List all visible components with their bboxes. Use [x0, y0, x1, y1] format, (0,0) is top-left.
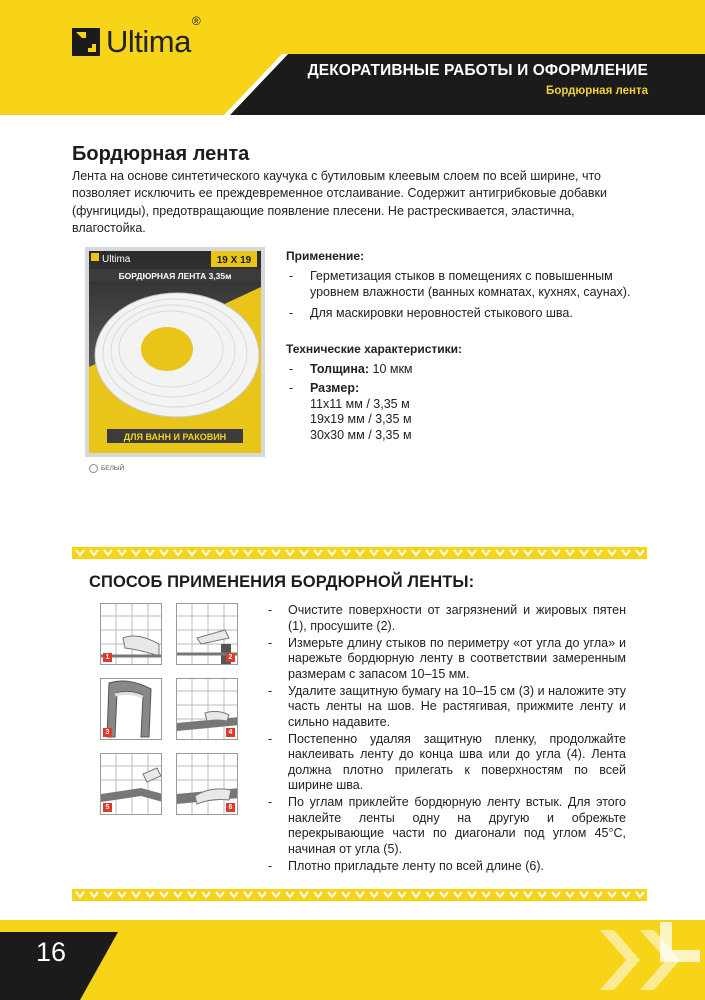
chevron-mark [384, 892, 392, 897]
chevron-mark [90, 550, 98, 555]
logo-wordmark: Ultima® [106, 14, 201, 59]
chevron-mark [216, 892, 224, 897]
chevron-mark [300, 892, 308, 897]
chevron-mark [370, 892, 378, 897]
step-number: 3 [103, 728, 112, 737]
chevron-mark [524, 892, 532, 897]
chevron-mark [244, 892, 252, 897]
step-2-image [176, 603, 238, 665]
chevron-mark [636, 550, 644, 555]
chevron-mark [328, 550, 336, 555]
tech-list [286, 362, 646, 444]
method-steps-list [266, 603, 626, 876]
application-heading: Применение: [286, 249, 365, 263]
chevron-mark [230, 550, 238, 555]
chevron-mark [580, 892, 588, 897]
chevron-mark [286, 892, 294, 897]
chevron-mark [188, 550, 196, 555]
footer-band [0, 920, 705, 1000]
color-option [89, 464, 124, 473]
thickness-label: Толщина: [310, 361, 370, 376]
list-item: - Измерьте длину стыков по периметру «от угла до угла» и нарежьте бордюрную ленту в соответствии замеренным размерам с запасом 10–15 мм. [266, 636, 626, 683]
chevron-mark [342, 550, 350, 555]
chevron-mark [104, 550, 112, 555]
chevron-mark [244, 550, 252, 555]
chevron-mark [398, 550, 406, 555]
step-1-image [100, 603, 162, 665]
chevron-mark [370, 550, 378, 555]
steps-illustrations [100, 603, 238, 815]
list-item: - Для маскировки неровностей стыкового шва. [286, 306, 646, 322]
logo-arrow-icon [72, 28, 100, 56]
chevron-mark [272, 550, 280, 555]
product-specs [286, 249, 646, 443]
step-5-image [100, 753, 162, 815]
list-item: - Герметизация стыков в помещениях с повышенным уровнем влажности (ванных комнатах, кухнях, саунах). [286, 269, 646, 300]
chevron-mark [314, 550, 322, 555]
chevron-mark [90, 892, 98, 897]
chevron-mark [342, 892, 350, 897]
chevron-mark [538, 892, 546, 897]
product-description: Лента на основе синтетического каучука с бутиловым клеевым слоем по всей ширине, что позволяет исключить ее преждевременное отслаивание. Содержит антигрибковые добавки (фунгициды), предотвращающие появление плесени. Не растрескивается, эластична, влагостойка. [72, 169, 607, 235]
chevron-mark [160, 550, 168, 555]
product-title: Бордюрная лента [72, 143, 250, 165]
list-item [286, 381, 646, 443]
brand-logo [72, 14, 201, 60]
tech-heading: Технические характеристики: [286, 341, 463, 356]
chevron-mark [286, 550, 294, 555]
section-title: ДЕКОРАТИВНЫЕ РАБОТЫ И ОФОРМЛЕНИЕ [307, 62, 648, 79]
chevron-mark [440, 550, 448, 555]
chevron-mark [202, 550, 210, 555]
chevron-mark [76, 550, 84, 555]
method-title: СПОСОБ ПРИМЕНЕНИЯ БОРДЮРНОЙ ЛЕНТЫ: [89, 573, 475, 591]
size-value: 11x11 мм / 3,35 м [310, 396, 410, 411]
chevron-mark [566, 550, 574, 555]
application-list [286, 269, 646, 322]
step-3-image [100, 678, 162, 740]
chevron-mark [552, 892, 560, 897]
chevron-mark [482, 550, 490, 555]
chevron-mark [202, 892, 210, 897]
thickness-value: 10 мкм [369, 361, 413, 376]
chevron-mark [356, 892, 364, 897]
chevron-mark [426, 550, 434, 555]
chevron-mark [76, 892, 84, 897]
chevron-mark [510, 550, 518, 555]
chevron-mark [580, 550, 588, 555]
section-subtitle: Бордюрная лента [546, 85, 648, 97]
color-swatch-icon [89, 464, 98, 473]
chevron-mark [146, 892, 154, 897]
chevron-mark [314, 892, 322, 897]
package-size-badge: 19 X 19 [216, 255, 252, 266]
chevron-mark [566, 892, 574, 897]
chevron-mark [174, 550, 182, 555]
list-item [286, 362, 646, 378]
product-package-image [85, 247, 265, 457]
chevron-mark [104, 892, 112, 897]
step-6-image [176, 753, 238, 815]
chevron-mark [496, 550, 504, 555]
chevron-mark [538, 550, 546, 555]
chevron-mark [594, 892, 602, 897]
chevron-mark [412, 892, 420, 897]
chevron-mark [594, 550, 602, 555]
chevron-mark [552, 550, 560, 555]
list-item: - Постепенно удаляя защитную пленку, продолжайте наклеивать ленту до конца шва или до угла (4). Лента должна плотно прилегать к поверхностям по всей ширине шва. [266, 732, 626, 794]
chevron-mark [510, 892, 518, 897]
divider-stripe [72, 889, 647, 901]
chevron-mark [398, 892, 406, 897]
divider-stripe [72, 547, 647, 559]
chevron-mark [146, 550, 154, 555]
package-bottom-label: ДЛЯ ВАНН И РАКОВИН [123, 432, 227, 442]
chevron-mark [622, 892, 630, 897]
chevron-mark [258, 550, 266, 555]
chevron-mark [622, 550, 630, 555]
chevron-mark [216, 550, 224, 555]
chevron-mark [174, 892, 182, 897]
list-item: - По углам приклейте бордюрную ленту встык. Для этого наклейте ленты одну на другую и обрежьте перекрывающие части по диагонали под углом 45°С, начиная от угла (5). [266, 795, 626, 857]
chevron-mark [636, 892, 644, 897]
chevron-mark [188, 892, 196, 897]
chevron-mark [132, 892, 140, 897]
step-number: 5 [103, 803, 112, 812]
chevron-mark [118, 550, 126, 555]
step-number: 2 [226, 653, 235, 662]
chevron-mark [384, 550, 392, 555]
step-number: 4 [226, 728, 235, 737]
chevron-mark [608, 550, 616, 555]
size-value: 30x30 мм / 3,35 м [310, 427, 412, 442]
chevron-mark [496, 892, 504, 897]
chevron-mark [454, 550, 462, 555]
chevron-mark [426, 892, 434, 897]
list-item: - Очистите поверхности от загрязнений и жировых пятен (1), просушите (2). [266, 603, 626, 634]
chevron-mark [160, 892, 168, 897]
chevron-mark [468, 892, 476, 897]
chevron-mark [440, 892, 448, 897]
size-label: Размер: [310, 381, 360, 395]
chevron-mark [524, 550, 532, 555]
chevron-mark [118, 892, 126, 897]
step-number: 1 [103, 653, 112, 662]
list-item: - Плотно пригладьте ленту по всей длине (6). [266, 859, 626, 875]
chevron-mark [412, 550, 420, 555]
chevron-mark [230, 892, 238, 897]
chevron-mark [468, 550, 476, 555]
color-option-label: БЕЛЫЙ [101, 465, 125, 472]
step-number: 6 [226, 803, 235, 812]
chevron-mark [608, 892, 616, 897]
chevron-mark [454, 892, 462, 897]
package-brand: Ultima [102, 254, 131, 265]
chevron-mark [132, 550, 140, 555]
chevron-mark [272, 892, 280, 897]
chevron-mark [258, 892, 266, 897]
list-item: - Удалите защитную бумагу на 10–15 см (3) и наложите эту часть ленты на шов. Не растягивая, прижмите ленту и сильно надавите. [266, 684, 626, 731]
chevron-mark [356, 550, 364, 555]
step-4-image [176, 678, 238, 740]
chevron-mark [300, 550, 308, 555]
chevron-mark [328, 892, 336, 897]
package-label: БОРДЮРНАЯ ЛЕНТА 3,35м [118, 271, 232, 281]
chevron-mark [482, 892, 490, 897]
size-value: 19x19 мм / 3,35 м [310, 412, 412, 426]
page-number: 16 [36, 937, 67, 967]
